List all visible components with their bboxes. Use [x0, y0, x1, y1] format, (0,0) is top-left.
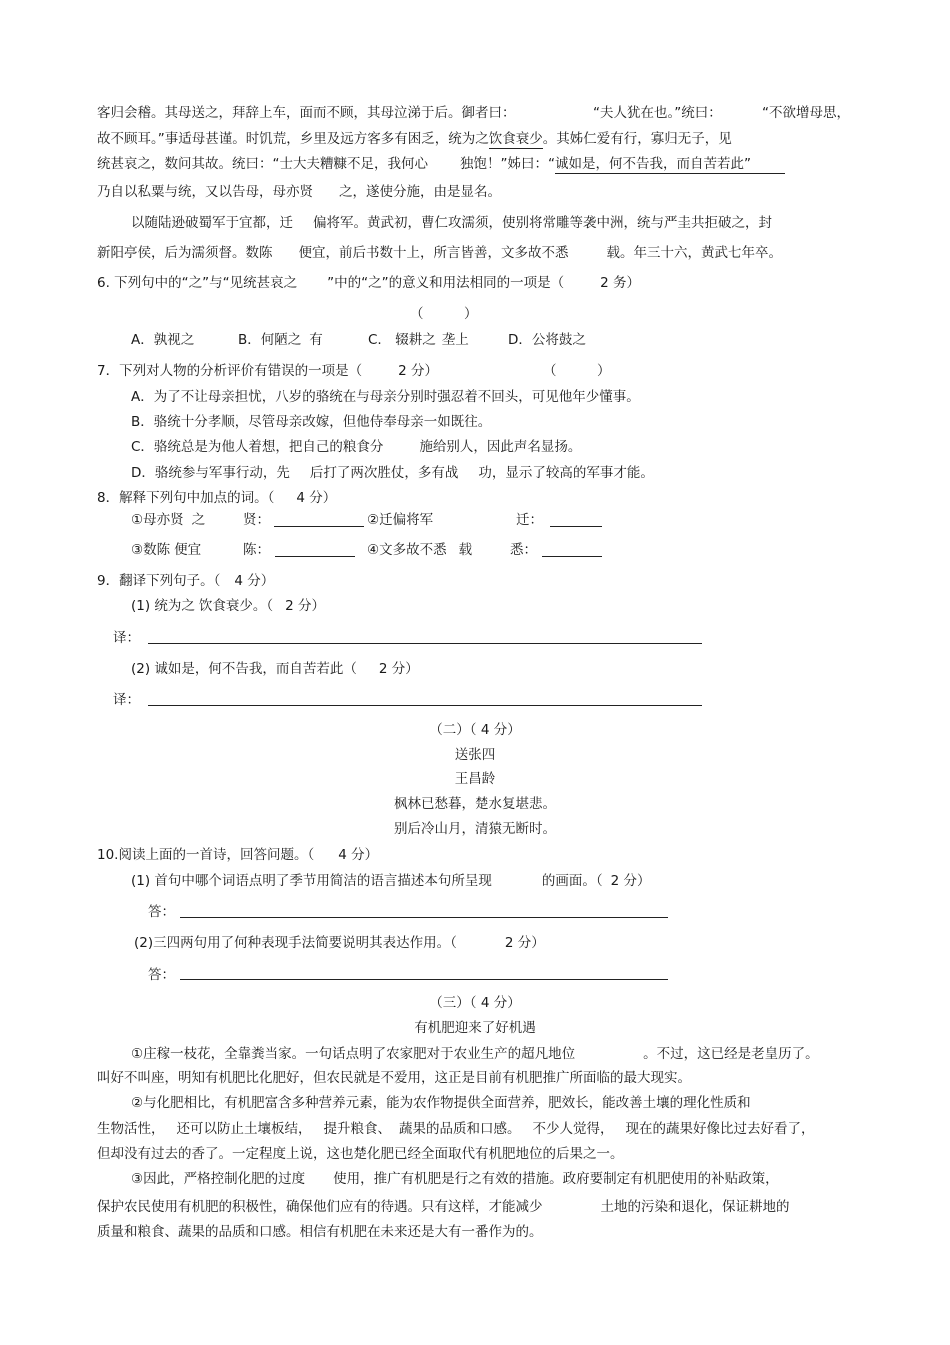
text: 偏将军	[392, 512, 434, 528]
text: 土地的污染和退化，保证耕地的	[600, 1199, 790, 1215]
question-10-stem	[97, 846, 378, 864]
text: 6. 下列句中的“之”与“见统甚哀之	[97, 275, 298, 291]
text: ①庄稼一枝花，全靠粪当家。一句话点明了农家肥对于农业生产的超凡地位	[131, 1046, 576, 1062]
passage-line: “夫人犹在也。”统曰：	[593, 105, 722, 121]
text: 10.阅读上面的一首诗，回答问题。（	[97, 847, 315, 863]
text: 以随陆逊破蜀军于宜都，迁	[131, 215, 293, 231]
text: 后打了两次胜仗，多有战	[309, 465, 459, 481]
score: 2 务）	[600, 275, 641, 291]
vocab-item-2	[367, 511, 433, 529]
text: ②迁	[367, 512, 393, 528]
option-b	[238, 331, 323, 349]
score: 2 分）	[285, 598, 326, 614]
paragraph-line: 叫好不叫座，明知有机肥比化肥好，但农民就是不爱用，这正是目前有机肥推广所面临的最大现实。	[97, 1070, 691, 1086]
translate-sentence-2	[131, 660, 419, 678]
underlined-phrase: 诚如是，何不告我，而自苦若此”	[555, 155, 785, 174]
answer-label: 答：	[148, 967, 175, 983]
text: 的画面。（	[541, 873, 603, 889]
option-c	[368, 331, 469, 349]
question-9-stem	[97, 572, 274, 590]
article-title: 有机肥迎来了好机遇	[414, 1020, 536, 1036]
text: 便宜	[174, 542, 202, 558]
text: 新阳亭侯，后为濡须督。数陈	[97, 245, 273, 261]
paragraph-line: 但却没有过去的香了。一定程度上说，这也楚化肥已经全面取代有机肥地位的后果之一。	[97, 1146, 624, 1162]
section-heading: （三）（ 4 分）	[429, 995, 521, 1011]
section-heading: （二）（ 4 分）	[429, 722, 521, 738]
answer-line[interactable]	[180, 979, 668, 980]
text: 不少人觉得，	[532, 1121, 614, 1137]
text: 。其姊仁爱有行，寡归无子，见	[542, 131, 732, 147]
option-d	[131, 464, 654, 482]
score: 2 分）	[378, 661, 419, 677]
passage-line: “不欲增母思，	[762, 105, 850, 121]
text: (1) 首句中哪个词语点明了季节用简洁的语言描述本句所呈现	[131, 873, 492, 889]
text: ”中的“之”的意义和用法相同的一项是（	[327, 275, 565, 291]
score: 2 分）	[610, 873, 651, 889]
text: 。不过，这已经是老皇历了。	[643, 1046, 819, 1062]
text: 载。年三十六，黄武七年卒。	[606, 245, 782, 261]
text: 提升粮食、	[323, 1121, 391, 1137]
poem-line: 枫林已愁暮，楚水复堪悲。	[394, 796, 556, 812]
answer-label: 答：	[148, 904, 175, 920]
option-a: A．孰视之	[131, 332, 195, 348]
vocab-label: 贤：	[243, 512, 270, 528]
text: (2)三四两句用了何种表现手法简要说明其表达作用。（	[134, 935, 457, 951]
text: C．骆统总是为他人着想，把自己的粮食分	[131, 439, 384, 455]
text: 使用，推广有机肥是行之有效的措施。政府要制定有机肥使用的补贴政策，	[333, 1171, 779, 1187]
passage-line	[97, 130, 732, 149]
vocab-label: 迁：	[516, 512, 543, 528]
text: 垄上	[441, 332, 469, 348]
text: 偏将军。黄武初，曹仁攻濡须，使别将常雕等袭中洲，统与严圭共拒破之，封	[313, 215, 772, 231]
question-6-stem	[97, 274, 640, 292]
text: C. 辍耕之	[368, 332, 436, 348]
poem-title: 送张四	[454, 747, 496, 763]
score: 2 分）	[398, 363, 438, 379]
text: 之，遂使分施，由是显名。	[339, 184, 501, 200]
vocab-item-3	[131, 541, 201, 559]
text: 保护农民使用有机肥的积极性，确保他们应有的待遇。只有这样，才能减少	[97, 1199, 543, 1215]
text: 独饱！”姊曰：“	[460, 156, 555, 172]
text: 9．翻译下列句子。（	[97, 573, 221, 589]
translate-sentence-1	[131, 597, 325, 615]
text: 有	[309, 332, 323, 348]
answer-line[interactable]	[148, 705, 702, 706]
text: 蔬果的品质和口感。	[399, 1121, 521, 1137]
answer-paren: （ ）	[410, 306, 478, 322]
text: 生物活性，	[97, 1121, 165, 1137]
text: 功，显示了较高的军事才能。	[478, 465, 654, 481]
text: D．骆统参与军事行动，先	[131, 465, 290, 481]
text: (1) 统为之	[131, 598, 195, 614]
text: (2) 诚如是，何不告我，而自苦若此（	[131, 661, 357, 677]
text: 还可以防止土壤板结，	[176, 1121, 312, 1137]
option-c	[131, 438, 581, 456]
paragraph-line: ②与化肥相比，有机肥富含多种营养元素，能为农作物提供全面营养，肥效长，能改善土壤的理化性质和	[131, 1095, 751, 1111]
answer-blank[interactable]	[275, 556, 355, 557]
answer-line[interactable]	[180, 917, 668, 918]
option-a: A．为了不让母亲担忧，八岁的骆统在与母亲分别时强忍着不回头，可见他年少懂事。	[131, 389, 640, 405]
text: 故不顾耳。”事适母甚谨。时饥荒，乡里及远方客多有困乏，统为之	[97, 131, 489, 147]
underlined-phrase: 饮食衰少	[488, 131, 543, 147]
text: 载	[458, 542, 473, 558]
text: 现在的蔬果好像比过去好看了，	[625, 1121, 815, 1137]
score: 4 分）	[338, 847, 379, 863]
question-8-stem	[97, 489, 336, 507]
score: 4 分）	[296, 490, 337, 506]
passage-line	[97, 155, 785, 174]
vocab-label: 陈：	[243, 542, 270, 558]
text: ①母亦贤	[131, 512, 184, 528]
passage-line: 客归会稽。其母送之，拜辞上车，面而不顾，其母泣涕于后。御者曰：	[97, 105, 516, 121]
paragraph-line	[131, 1045, 819, 1063]
score: 2 分）	[504, 935, 545, 951]
text: 之	[191, 512, 206, 528]
score: 4 分）	[234, 573, 275, 589]
paragraph-line	[97, 1198, 790, 1216]
text: B．何陋之	[238, 332, 302, 348]
text: ，数问其故。统曰：“士大夫糟糠不足，我何心	[151, 156, 428, 172]
question-10-part-2	[134, 934, 545, 952]
answer-paren: （ ）	[543, 363, 611, 379]
vocab-item-4	[367, 541, 472, 559]
text: ④文多故不悉	[367, 542, 447, 558]
paragraph-line: 质量和粮食、蔬果的品质和口感。相信有机肥在未来还是大有一番作为的。	[97, 1224, 543, 1240]
text: 施给别人，因此声名显扬。	[419, 439, 582, 455]
answer-blank[interactable]	[274, 526, 364, 527]
answer-blank[interactable]	[550, 526, 602, 527]
answer-blank[interactable]	[542, 556, 602, 557]
text: ③因此，严格控制化肥的过度	[131, 1171, 306, 1187]
answer-label: 译：	[113, 692, 140, 708]
passage-line	[97, 244, 782, 262]
question-10-part-1	[131, 872, 651, 890]
vocab-label: 悉：	[510, 542, 537, 558]
poem-line: 别后冷山月，清猿无断时。	[394, 821, 556, 837]
text: ③数陈	[131, 542, 171, 558]
question-7-stem	[97, 362, 438, 380]
text: 饮食衰少。（	[198, 598, 274, 614]
answer-line[interactable]	[148, 643, 702, 644]
text: 8．解释下列句中加点的词。（	[97, 490, 275, 506]
paragraph-line	[131, 1170, 779, 1188]
text: 便宜，前后书数十上，所言皆善，文多故不悉	[298, 245, 569, 261]
passage-line	[131, 214, 772, 232]
poem-author: 王昌龄	[454, 771, 496, 787]
vocab-item-1	[131, 511, 205, 529]
paragraph-line	[97, 1120, 815, 1138]
answer-label: 译：	[113, 630, 140, 646]
passage-line	[97, 183, 501, 201]
text: 统甚哀之	[97, 156, 151, 172]
option-b: B．骆统十分孝顺，尽管母亲改嫁，但他侍奉母亲一如既往。	[131, 414, 492, 430]
text: 乃自以私粟与统，又以告母，母亦贤	[97, 184, 313, 200]
text: 7．下列对人物的分析评价有错误的一项是（	[97, 363, 363, 379]
option-d: D．公将鼓之	[508, 332, 586, 348]
